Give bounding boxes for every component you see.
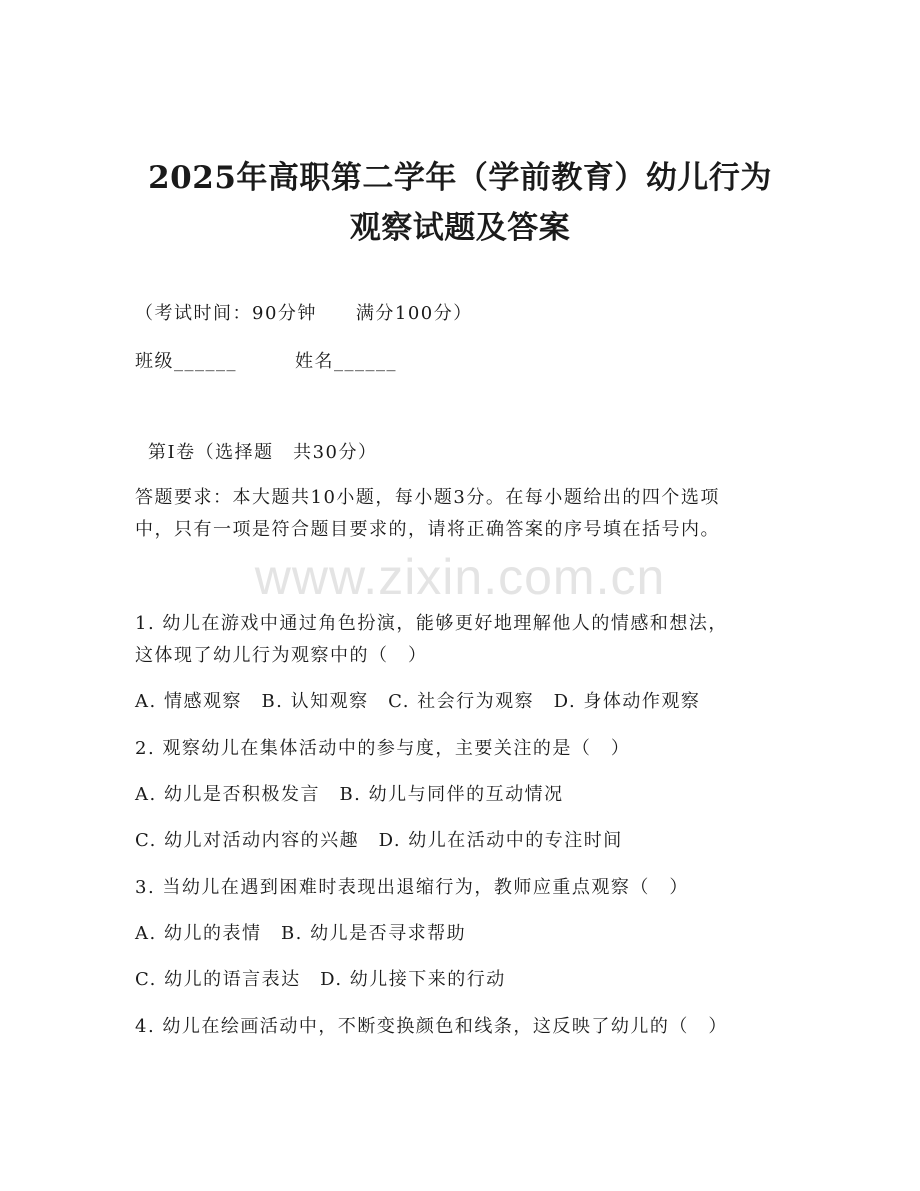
name-field: 姓名______ xyxy=(295,351,397,372)
document-title-line-2: 观察试题及答案 xyxy=(349,210,571,246)
question-2-stem: 2. 观察幼儿在集体活动中的参与度，主要关注的是（ ） xyxy=(135,738,631,759)
question-1-stem: 这体现了幼儿行为观察中的（ ） xyxy=(135,645,428,666)
question-1-options: A. 情感观察 B. 认知观察 C. 社会行为观察 D. 身体动作观察 xyxy=(135,691,701,712)
section-heading: 第I卷（选择题 共30分） xyxy=(148,442,378,463)
question-1-stem: 1. 幼儿在游戏中通过角色扮演，能够更好地理解他人的情感和想法， xyxy=(135,613,728,634)
class-field: 班级______ xyxy=(135,351,237,372)
watermark: www.zixin.com.cn xyxy=(254,549,666,605)
question-2-options: C. 幼儿对活动内容的兴趣 D. 幼儿在活动中的专注时间 xyxy=(135,830,623,851)
instructions-line: 答题要求：本大题共10小题，每小题3分。在每小题给出的四个选项 xyxy=(135,487,720,508)
question-3-options: A. 幼儿的表情 B. 幼儿是否寻求帮助 xyxy=(135,923,467,944)
question-4-stem: 4. 幼儿在绘画活动中，不断变换颜色和线条，这反映了幼儿的（ ） xyxy=(135,1016,728,1037)
question-3-options: C. 幼儿的语言表达 D. 幼儿接下来的行动 xyxy=(135,969,506,990)
question-3-stem: 3. 当幼儿在遇到困难时表现出退缩行为，教师应重点观察（ ） xyxy=(135,877,689,898)
exam-info: （考试时间：90分钟 满分100分） xyxy=(135,303,473,324)
instructions-line: 中，只有一项是符合题目要求的，请将正确答案的序号填在括号内。 xyxy=(135,519,720,540)
question-2-options: A. 幼儿是否积极发言 B. 幼儿与同伴的互动情况 xyxy=(135,784,564,805)
document-title-line-1: 2025年高职第二学年（学前教育）幼儿行为 xyxy=(148,160,772,196)
